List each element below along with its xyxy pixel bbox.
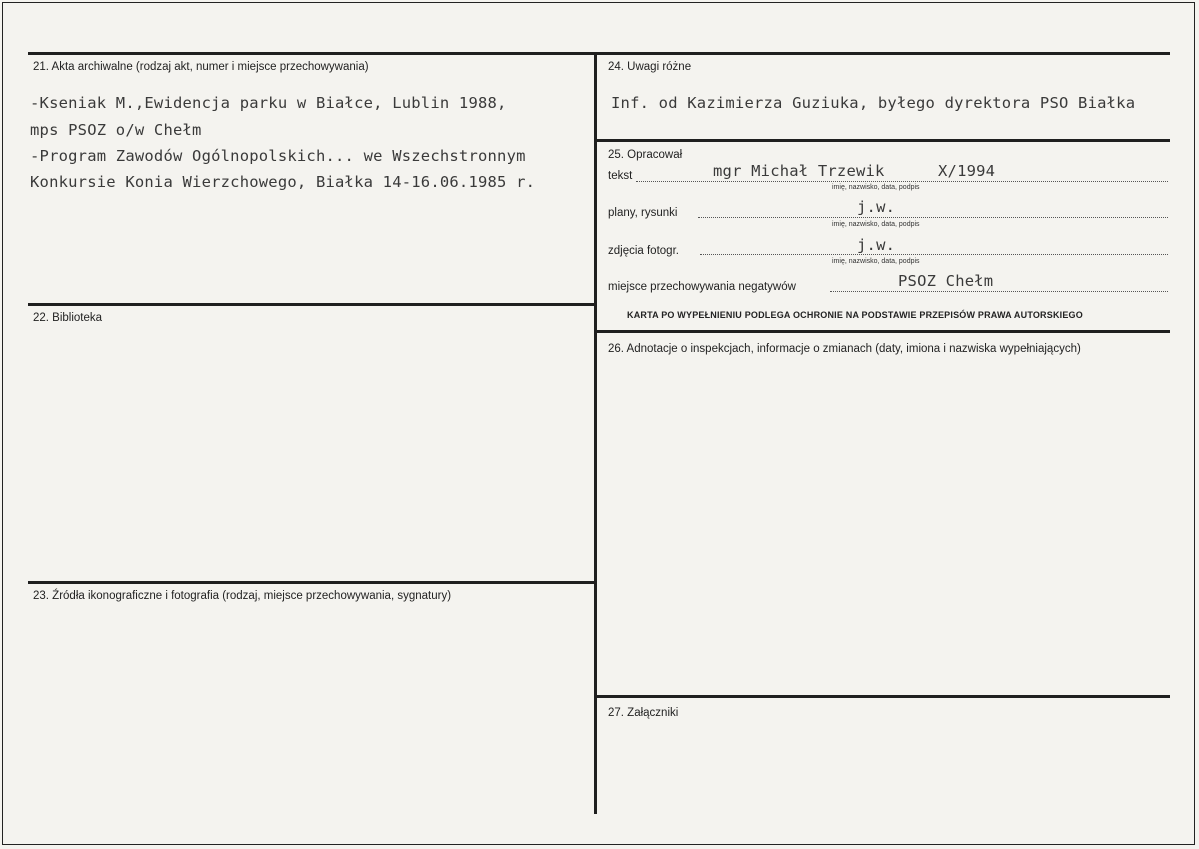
section-title: 23. Źródła ikonograficzne i fotografia (rodzaj, miejsce przechowywania, sygnatury) (33, 590, 452, 602)
signature-caption: imię, nazwisko, data, podpis (832, 184, 920, 191)
rule-24-25 (596, 139, 1170, 142)
plans-dotted-line (698, 217, 1168, 218)
typed-line: -Program Zawodów Ogólnopolskich... we Wszechstronnym (30, 147, 526, 165)
text-date-value: X/1994 (938, 162, 996, 180)
rule-21-22 (28, 303, 596, 306)
center-divider (594, 52, 597, 814)
section-title: 26. Adnotacje o inspekcjach, informacje o zmianach (daty, imiona i nazwiska wypełniających) (608, 343, 1081, 355)
typed-line: Konkursie Konia Wierzchowego, Białka 14-16.06.1985 r. (30, 173, 536, 191)
typed-line: mps PSOZ o/w Chełm (30, 121, 202, 139)
top-rule-left (28, 52, 596, 55)
signature-caption: imię, nazwisko, data, podpis (832, 258, 920, 265)
text-dotted-line (636, 181, 1168, 182)
rule-25-26 (596, 330, 1170, 333)
negatives-value: PSOZ Chełm (898, 272, 994, 290)
negatives-dotted-line (830, 291, 1168, 292)
negatives-label: miejsce przechowywania negatywów (608, 281, 796, 293)
typed-line: Inf. od Kazimierza Guziuka, byłego dyrektora PSO Białka (611, 94, 1136, 112)
typed-line: -Kseniak M.,Ewidencja parku w Białce, Lublin 1988, (30, 94, 507, 112)
section-title: 21. Akta archiwalne (rodzaj akt, numer i miejsce przechowywania) (33, 61, 369, 73)
section-title: 22. Biblioteka (33, 312, 103, 324)
section-title: 24. Uwagi różne (608, 61, 692, 73)
rule-26-27 (596, 695, 1170, 698)
text-label: tekst (608, 170, 633, 182)
copyright-note: KARTA PO WYPEŁNIENIU PODLEGA OCHRONIE NA PODSTAWIE PRZEPISÓW PRAWA AUTORSKIEGO (627, 310, 1083, 320)
plans-value: j.w. (857, 198, 896, 216)
photos-value: j.w. (857, 236, 896, 254)
plans-label: plany, rysunki (608, 207, 678, 219)
top-rule-right (596, 52, 1170, 55)
section-title: 25. Opracował (608, 149, 683, 161)
rule-22-23 (28, 581, 596, 584)
photos-label: zdjęcia fotogr. (608, 245, 679, 257)
signature-caption: imię, nazwisko, data, podpis (832, 221, 920, 228)
section-title: 27. Załączniki (608, 707, 679, 719)
photos-dotted-line (700, 254, 1168, 255)
text-author-value: mgr Michał Trzewik (713, 162, 885, 180)
